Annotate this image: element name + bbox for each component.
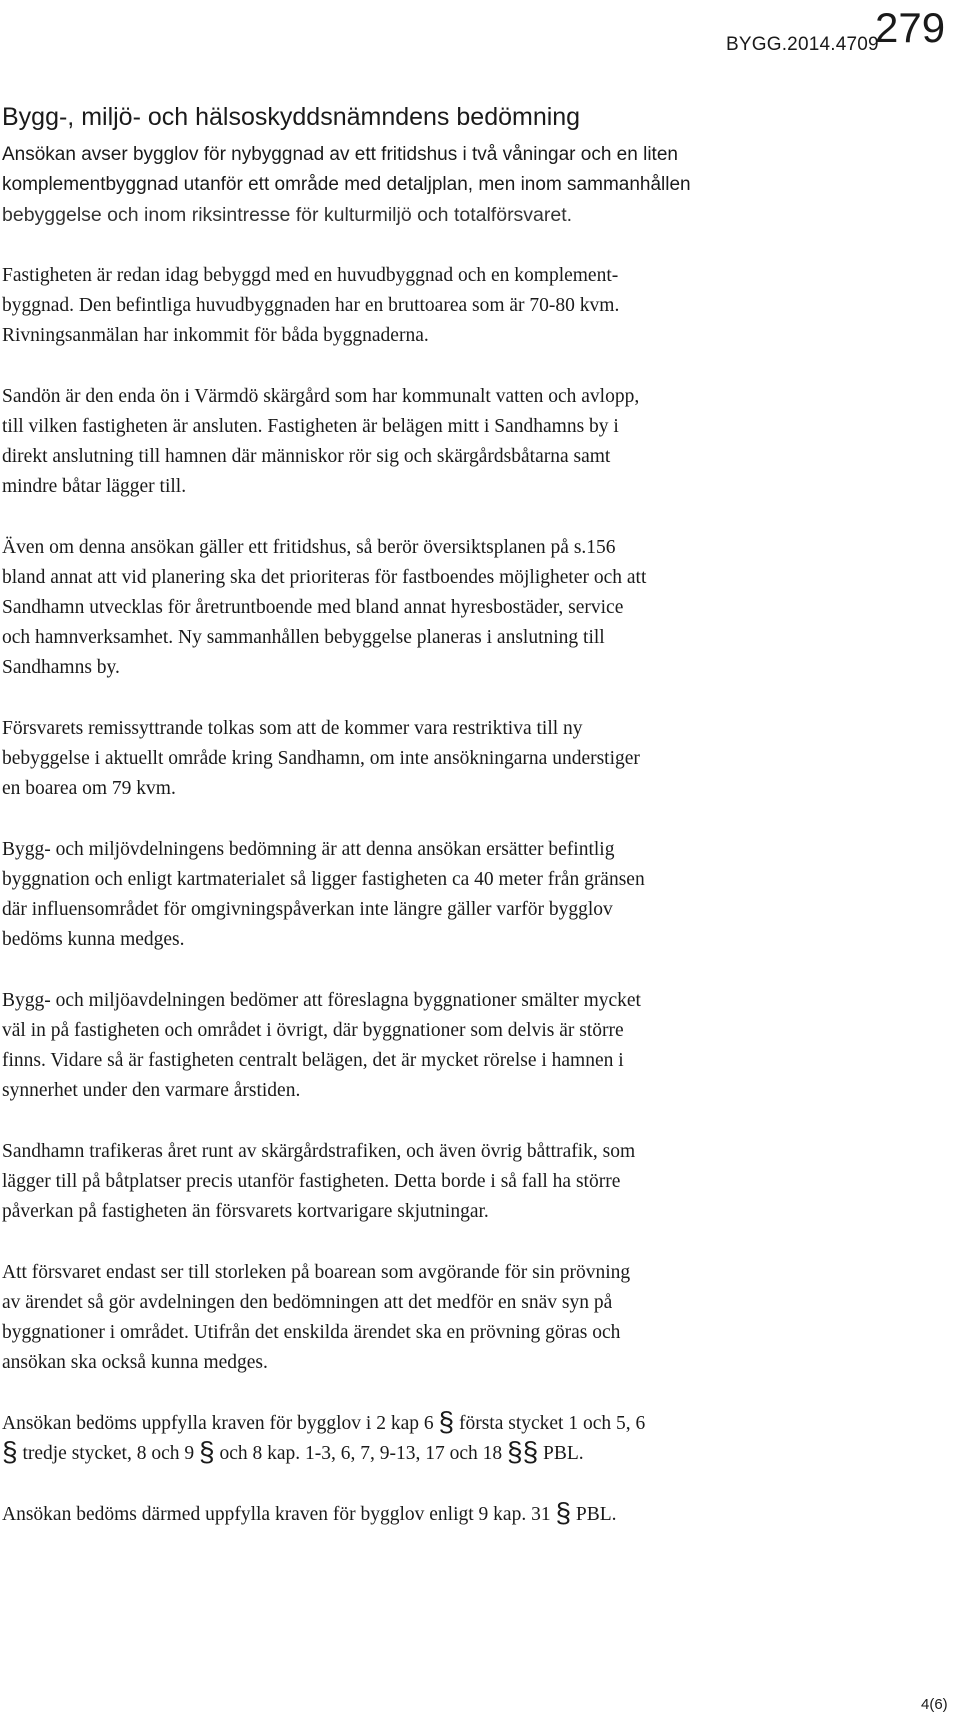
text-line: bebyggelse och inom riksintresse för kulturmiljö och totalförsvaret. — [2, 204, 573, 226]
text-line: ansökan ska också kunna medges. — [2, 1352, 268, 1373]
legal-text: Ansökan bedöms därmed uppfylla kraven för bygglov enligt 9 kap. 31 — [2, 1504, 551, 1525]
case-reference: BYGG.2014.4709 — [726, 34, 879, 55]
paragraph-traffic — [2, 1137, 870, 1227]
text-line: byggnation och enligt kartmaterialet så ligger fastigheten ca 40 meter från gränsen — [2, 869, 645, 890]
section-symbol: § — [507, 1436, 523, 1467]
text-line: komplementbyggnad utanför ett område med detaljplan, men inom sammanhållen — [2, 174, 691, 195]
paragraph-legal-requirements — [2, 1406, 870, 1469]
text-line: till vilken fastigheten är ansluten. Fastigheten är belägen mitt i Sandhamns by i — [2, 416, 619, 437]
section-heading: Bygg-, miljö- och hälsoskyddsnämndens bedömning — [2, 103, 581, 131]
text-line: synnerhet under den varmare årstiden. — [2, 1080, 301, 1101]
paragraph-application — [2, 140, 870, 200]
text-line: byggnad. Den befintliga huvudbyggnaden har en bruttoarea som är 70-80 kvm. — [2, 295, 620, 316]
text-line: Sandhamn utvecklas för åretruntboende med bland annat hyresbostäder, service — [2, 597, 624, 618]
text-line: finns. Vidare så är fastigheten centralt belägen, det är mycket rörelse i hamnen i — [2, 1050, 624, 1071]
legal-text: Ansökan bedöms uppfylla kraven för bygglov i 2 kap 6 — [2, 1413, 434, 1434]
text-line: och hamnverksamhet. Ny sammanhållen bebyggelse planeras i anslutning till — [2, 627, 605, 648]
text-line: Sandhamn trafikeras året runt av skärgårdstrafiken, och även övrig båttrafik, som — [2, 1141, 636, 1162]
legal-text: PBL. — [543, 1443, 584, 1464]
text-line: påverkan på fastigheten än försvarets kortvarigare skjutningar. — [2, 1201, 489, 1222]
text-line: Sandön är den enda ön i Värmdö skärgård som har kommunalt vatten och avlopp, — [2, 386, 640, 407]
paragraph-sandon — [2, 382, 870, 502]
text-line: väl in på fastigheten och området i övrigt, där byggnationer som delvis är större — [2, 1020, 624, 1041]
section-symbol: § — [522, 1436, 539, 1467]
stamped-page-number: 279 — [875, 4, 946, 51]
text-line: en boarea om 79 kvm. — [2, 778, 176, 799]
text-line: av ärendet så gör avdelningen den bedömningen att det medför en snäv syn på — [2, 1292, 613, 1313]
section-symbol: § — [555, 1497, 572, 1528]
text-line: Bygg- och miljöavdelningen bedömer att föreslagna byggnationer smälter mycket — [2, 990, 641, 1011]
paragraph-defence-opinion — [2, 714, 870, 804]
text-line — [2, 1497, 870, 1530]
paragraph-interest — [2, 200, 870, 230]
paragraph-fits-in — [2, 986, 870, 1106]
section-symbol: § — [2, 1436, 18, 1467]
text-line: byggnationer i området. Utifrån det enskilda ärendet ska en prövning göras och — [2, 1322, 621, 1343]
text-line: Sandhamns by. — [2, 657, 120, 678]
text-line: Rivningsanmälan har inkommit för båda byggnaderna. — [2, 325, 429, 346]
legal-text: tredje stycket, 8 och 9 — [22, 1443, 195, 1464]
paragraph-department-assessment — [2, 835, 870, 955]
text-line — [2, 1436, 870, 1469]
text-line: där influensområdet för omgivningspåverkan inte längre gäller varför bygglov — [2, 899, 613, 920]
section-symbol: § — [198, 1436, 215, 1467]
text-line: bedöms kunna medges. — [2, 929, 185, 950]
text-line: bland annat att vid planering ska det prioriteras för fastboendes möjligheter och att — [2, 567, 647, 588]
legal-text: första stycket 1 och 5, 6 — [458, 1413, 646, 1434]
paragraph-conclusion — [2, 1497, 870, 1530]
text-line: Bygg- och miljövdelningens bedömning är att denna ansökan ersätter befintlig — [2, 839, 615, 860]
text-line: Även om denna ansökan gäller ett fritidshus, så berör översiktsplanen på s.156 — [2, 537, 616, 558]
legal-text: och 8 kap. 1-3, 6, 7, 9-13, 17 och 18 — [219, 1443, 503, 1464]
text-line: mindre båtar lägger till. — [2, 476, 187, 497]
text-line: Fastigheten är redan idag bebyggd med en huvudbyggnad och en komplement- — [2, 265, 619, 286]
paragraph-narrow-view — [2, 1258, 870, 1378]
text-line: lägger till på båtplatser precis utanför fastigheten. Detta borde i så fall ha större — [2, 1171, 621, 1192]
paragraph-comprehensive-plan — [2, 533, 870, 683]
section-symbol: § — [438, 1406, 455, 1437]
assessment-text — [2, 140, 870, 1561]
page-counter: 4(6) — [921, 1696, 948, 1713]
text-line: bebyggelse i aktuellt område kring Sandhamn, om inte ansökningarna understiger — [2, 748, 640, 769]
legal-text: PBL. — [575, 1504, 617, 1525]
text-line: Ansökan avser bygglov för nybyggnad av ett fritidshus i två våningar och en liten — [2, 144, 678, 165]
text-line: Försvarets remissyttrande tolkas som att de kommer vara restriktiva till ny — [2, 718, 583, 739]
text-line: Att försvaret endast ser till storleken på boarean som avgörande för sin prövning — [2, 1262, 631, 1283]
text-line: direkt anslutning till hamnen där människor rör sig och skärgårdsbåtarna samt — [2, 446, 611, 467]
paragraph-existing-buildings — [2, 261, 870, 351]
text-line — [2, 1406, 870, 1439]
